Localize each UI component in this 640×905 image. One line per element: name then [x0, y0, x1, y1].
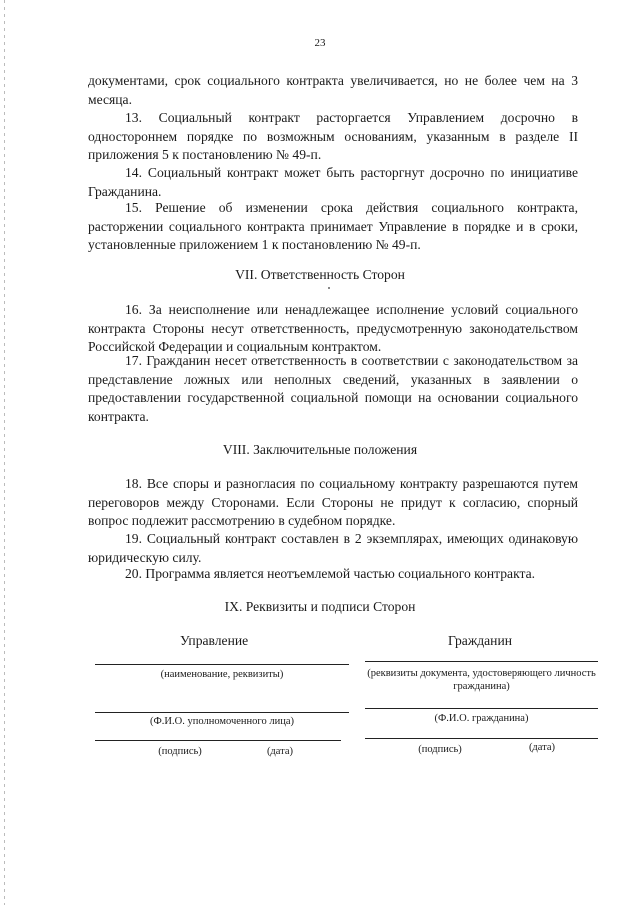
- right-person-line: [365, 708, 598, 709]
- heading-section-8: VIII. Заключительные положения: [222, 442, 418, 457]
- scan-speck: [328, 287, 330, 289]
- left-sign-caption: (подпись): [158, 746, 202, 757]
- paragraph-17: 17. Гражданин несет ответственность в соответствии с законодательством за представление ложных или неполных сведений, указанных в заявлении о предоставлении государственной социальной помощи на основании социального контракта.: [88, 353, 578, 424]
- heading-section-9: IX. Реквизиты и подписи Сторон: [224, 599, 416, 614]
- page-number: 23: [314, 37, 326, 49]
- paragraph-18: 18. Все споры и разногласия по социальному контракту разрешаются путем переговоров между Сторонами. Если Стороны не придут к согласию, спорный вопрос подлежит рассмотрению в судебном порядке.: [88, 476, 578, 529]
- left-date-caption: (дата): [266, 746, 294, 757]
- right-party-title: Гражданин: [448, 633, 512, 648]
- paragraph-16: 16. За неисполнение или ненадлежащее исполнение условий социального контракта Стороны несут ответственность, предусмотренную законодательством Российской Федерации и социальным контрактом.: [88, 302, 578, 355]
- left-sign-line: [95, 740, 341, 741]
- paragraph-19: 19. Социальный контракт составлен в 2 экземплярах, имеющих одинаковую юридическую силу.: [88, 531, 578, 565]
- right-doc-caption: (реквизиты документа, удостоверяющего личность гражданина): [367, 668, 596, 692]
- right-date-caption: (дата): [528, 742, 556, 753]
- paragraph-13: 13. Социальный контракт расторгается Управлением досрочно в одностороннем порядке по возможным основаниям, указанным в разделе II приложения 5 к постановлению № 49-п.: [88, 110, 578, 163]
- left-person-line: [95, 712, 349, 713]
- left-person-caption: (Ф.И.О. уполномоченного лица): [150, 716, 294, 727]
- right-person-caption: (Ф.И.О. гражданина): [434, 713, 529, 724]
- paragraph-20: 20. Программа является неотъемлемой частью социального контракта.: [125, 566, 536, 581]
- heading-section-7: VII. Ответственность Сторон: [235, 267, 405, 282]
- left-name-line: [95, 664, 349, 665]
- paragraph-continuation: документами, срок социального контракта увеличивается, но не более чем на 3 месяца.: [88, 73, 578, 107]
- right-sign-line: [365, 738, 598, 739]
- right-sign-caption: (подпись): [418, 744, 462, 755]
- right-doc-line: [365, 661, 598, 662]
- paragraph-14: 14. Социальный контракт может быть расторгнут досрочно по инициативе Гражданина.: [88, 165, 578, 199]
- paragraph-15: 15. Решение об изменении срока действия социального контракта, расторжении социального контракта принимает Управление в порядке и в сроки, установленные приложением 1 к постановлению № 49-п.: [88, 200, 578, 253]
- left-name-caption: (наименование, реквизиты): [160, 669, 284, 680]
- left-party-title: Управление: [180, 633, 249, 648]
